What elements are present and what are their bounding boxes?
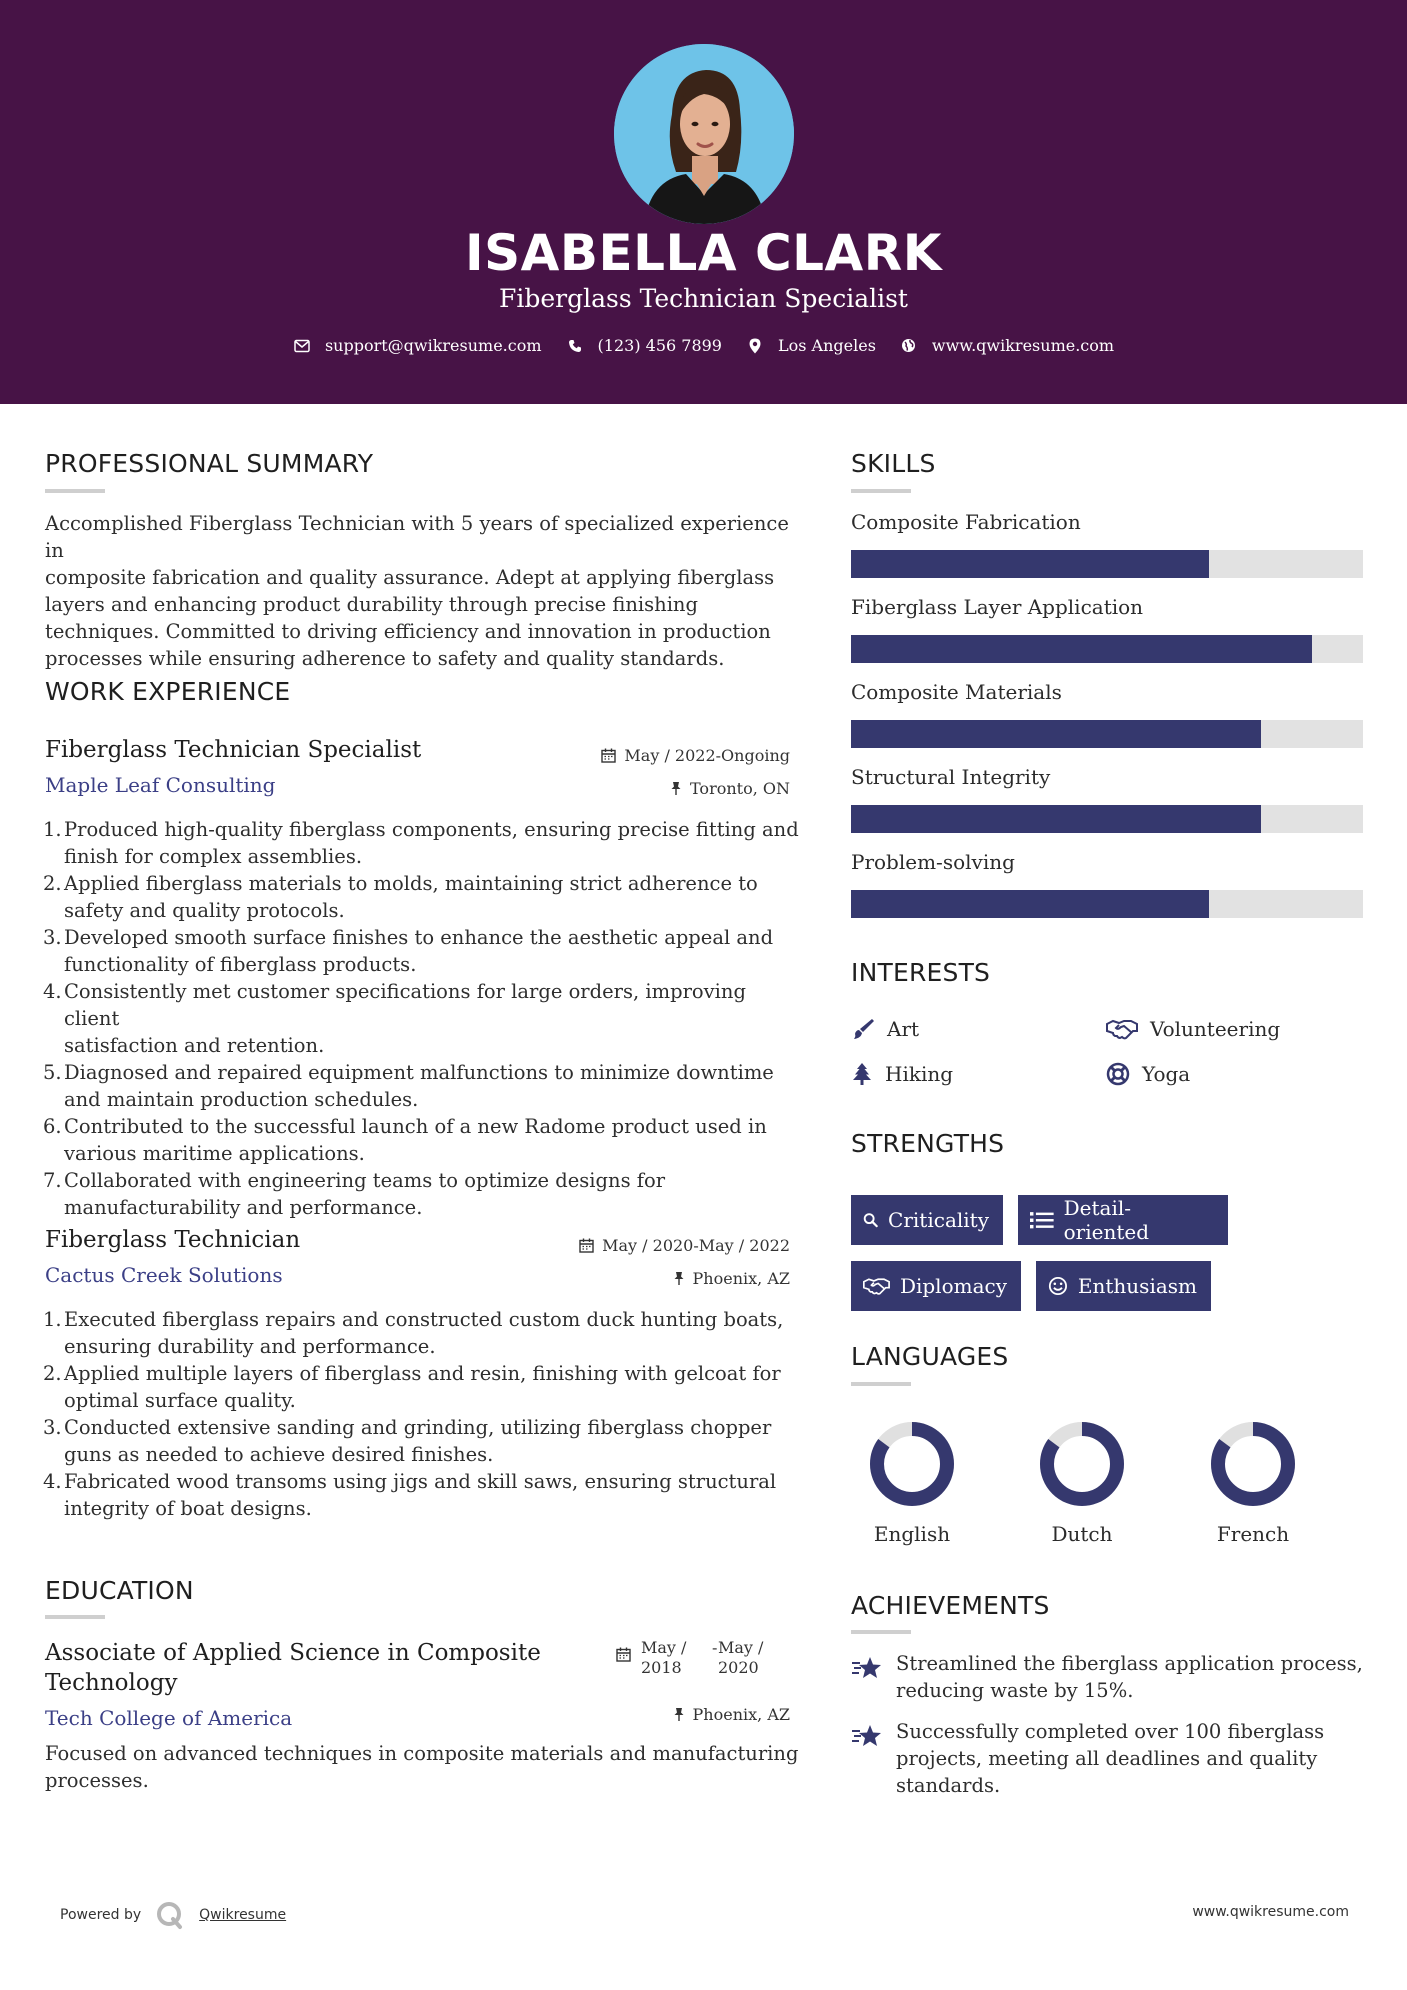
- experience-heading: WORK EXPERIENCE: [45, 677, 291, 706]
- school-name: Tech College of America: [45, 1706, 293, 1730]
- company-name: Maple Leaf Consulting: [45, 773, 276, 797]
- list-item: 2. Applied multiple layers of fiberglass and resin, finishing with gelcoat for optimal surface quality.: [43, 1362, 781, 1412]
- handshake-icon: [863, 1275, 890, 1297]
- interest-label: Art: [887, 1017, 920, 1041]
- interest-label: Hiking: [885, 1062, 954, 1086]
- list-item: 7. Collaborated with engineering teams to optimize designs for manufacturability and performance.: [43, 1169, 666, 1219]
- list-item: 5. Diagnosed and repaired equipment malfunctions to minimize downtime and maintain production schedules.: [43, 1061, 774, 1111]
- profile-photo: [614, 44, 794, 224]
- language-label: Dutch: [1051, 1522, 1113, 1546]
- skill-label: Structural Integrity: [851, 765, 1051, 789]
- achievements-underline: [851, 1630, 911, 1634]
- list-item: 1. Executed fiberglass repairs and constructed custom duck hunting boats, ensuring durability and performance.: [43, 1308, 784, 1358]
- strength-criticality: [851, 1195, 1003, 1245]
- language-ring: [1039, 1421, 1125, 1507]
- list-item: 4. Fabricated wood transoms using jigs and skill saws, ensuring structural integrity of boat designs.: [43, 1470, 777, 1520]
- job-location-text: Toronto, ON: [690, 779, 790, 798]
- language-ring: [1210, 1421, 1296, 1507]
- strength-enthusiasm: [1036, 1261, 1211, 1311]
- strength-label: Enthusiasm: [1077, 1274, 1197, 1298]
- skill-label: Composite Materials: [851, 680, 1062, 704]
- job-location: [560, 779, 790, 798]
- interest-label: Volunteering: [1150, 1017, 1281, 1041]
- interests-heading: INTERESTS: [851, 958, 991, 987]
- map-pin-icon: [746, 337, 764, 355]
- job-dates-text: May / 2020-May / 2022: [602, 1236, 790, 1255]
- company-name: Cactus Creek Solutions: [45, 1263, 283, 1287]
- location-text: Los Angeles: [777, 336, 876, 355]
- summary-line: processes while ensuring adherence to safety and quality standards.: [45, 647, 725, 670]
- summary-line: layers and enhancing product durability through precise finishing: [45, 593, 698, 616]
- skill-bar: [851, 550, 1363, 578]
- degree-title: Associate of Applied Science in Composite Technology: [45, 1640, 541, 1696]
- education-description: Focused on advanced techniques in composite materials and manufacturing processes.: [45, 1742, 799, 1792]
- language-label: French: [1216, 1522, 1290, 1546]
- powered-by-text: Powered by: [60, 1907, 142, 1923]
- smile-icon: [1048, 1275, 1068, 1297]
- paintbrush-icon: [851, 1017, 875, 1041]
- achievement-item: Streamlined the fiberglass application process, reducing waste by 15%.: [896, 1652, 1363, 1702]
- strength-label: Criticality: [888, 1208, 989, 1232]
- achievements-heading: ACHIEVEMENTS: [851, 1591, 1050, 1620]
- search-icon: [863, 1209, 878, 1231]
- calendar-icon: [601, 748, 616, 763]
- candidate-title: Fiberglass Technician Specialist: [499, 284, 908, 313]
- list-item: 6. Contributed to the successful launch of a new Radome product used in various maritime applications.: [43, 1115, 767, 1165]
- envelope-icon: [293, 337, 311, 355]
- job-title: Fiberglass Technician Specialist: [45, 737, 422, 763]
- education-dates: May / 2018 - May / 2020: [616, 1638, 796, 1678]
- list-item: 3. Developed smooth surface finishes to enhance the aesthetic appeal and functionality of fiberglass products.: [43, 926, 774, 976]
- website-text: www.qwikresume.com: [931, 336, 1115, 355]
- globe-icon: [900, 337, 918, 355]
- email-text: support@qwikresume.com: [324, 336, 542, 355]
- strength-label: Diplomacy: [899, 1274, 1007, 1298]
- list-item: 3. Conducted extensive sanding and grinding, utilizing fiberglass chopper guns as needed to achieve desired finishes.: [43, 1416, 772, 1466]
- calendar-icon: [616, 1647, 631, 1662]
- pushpin-icon: [673, 1271, 685, 1286]
- skill-bar: [851, 890, 1363, 918]
- phone-icon: [566, 337, 584, 355]
- list-item: 4. Consistently met customer specifications for large orders, improving client satisfaction and retention.: [43, 980, 746, 1057]
- strengths-heading: STRENGTHS: [851, 1129, 1005, 1158]
- summary-line: Accomplished Fiberglass Technician with 5 years of specialized experience in: [45, 512, 789, 562]
- strength-diplomacy: [851, 1261, 1021, 1311]
- strength-label: Detail-oriented: [1063, 1196, 1150, 1244]
- summary-heading: PROFESSIONAL SUMMARY: [45, 449, 374, 478]
- candidate-name: ISABELLA CLARK: [465, 224, 942, 282]
- contact-phone[interactable]: [566, 336, 722, 355]
- list-icon: [1030, 1210, 1054, 1230]
- contact-email[interactable]: [293, 336, 542, 355]
- skill-bar-fill: [851, 720, 1261, 748]
- skill-bar-fill: [851, 890, 1209, 918]
- footer-website[interactable]: www.qwikresume.com: [1192, 1904, 1349, 1920]
- job-dates-text: May / 2022-Ongoing: [624, 746, 790, 765]
- interest-volunteering: [1106, 1017, 1280, 1041]
- summary-underline: [45, 489, 105, 493]
- job-duties: [45, 816, 805, 1221]
- powered-by: [60, 1900, 286, 1930]
- tree-icon: [851, 1062, 873, 1086]
- star-award-icon: [851, 1655, 883, 1681]
- calendar-icon: [579, 1238, 594, 1253]
- contact-location: [746, 336, 876, 355]
- summary-line: techniques. Committed to driving efficiency and innovation in production: [45, 620, 771, 643]
- skill-bar-fill: [851, 805, 1261, 833]
- lifering-icon: [1106, 1062, 1130, 1086]
- skills-heading: SKILLS: [851, 449, 936, 478]
- list-item: 2. Applied fiberglass materials to molds, maintaining strict adherence to safety and quality protocols.: [43, 872, 758, 922]
- pushpin-icon: [670, 781, 682, 796]
- skill-label: Fiberglass Layer Application: [851, 595, 1144, 619]
- resume-header: [0, 0, 1407, 404]
- skills-underline: [851, 489, 911, 493]
- languages-heading: LANGUAGES: [851, 1342, 1009, 1371]
- qwikresume-link[interactable]: Qwikresume: [199, 1907, 287, 1923]
- language-ring: [869, 1421, 955, 1507]
- contact-bar: [0, 336, 1407, 355]
- job-location-text: Phoenix, AZ: [692, 1269, 790, 1288]
- job-title: Fiberglass Technician: [45, 1227, 301, 1253]
- qwikresume-logo-icon: [155, 1900, 185, 1930]
- summary-line: composite fabrication and quality assurance. Adept at applying fiberglass: [45, 566, 775, 589]
- contact-website[interactable]: [900, 336, 1114, 355]
- languages-underline: [851, 1382, 911, 1386]
- interest-art: [851, 1017, 919, 1041]
- list-item: 1. Produced high-quality fiberglass components, ensuring precise fitting and finish for complex assemblies.: [43, 818, 799, 868]
- handshake-icon: [1106, 1018, 1138, 1040]
- skill-bar: [851, 805, 1363, 833]
- phone-text: (123) 456 7899: [597, 336, 722, 355]
- skill-bar-fill: [851, 635, 1312, 663]
- education-underline: [45, 1615, 105, 1619]
- skill-label: Problem-solving: [851, 850, 1015, 874]
- job-dates: [560, 746, 790, 765]
- interest-label: Yoga: [1142, 1062, 1191, 1086]
- skill-bar: [851, 720, 1363, 748]
- education-location: [560, 1705, 790, 1724]
- job-location: [560, 1269, 790, 1288]
- skill-label: Composite Fabrication: [851, 510, 1081, 534]
- skill-bar-fill: [851, 550, 1209, 578]
- avatar: [614, 44, 794, 224]
- job-duties: [45, 1306, 805, 1522]
- summary-text: [45, 510, 805, 672]
- pushpin-icon: [673, 1707, 685, 1722]
- language-label: English: [873, 1522, 951, 1546]
- strength-detail-oriented: [1018, 1195, 1228, 1245]
- achievement-item: Successfully completed over 100 fiberglass projects, meeting all deadlines and quality standards.: [896, 1720, 1325, 1797]
- education-location-text: Phoenix, AZ: [692, 1705, 790, 1724]
- job-dates: [540, 1236, 790, 1255]
- interest-hiking: [851, 1062, 953, 1086]
- education-heading: EDUCATION: [45, 1576, 194, 1605]
- star-award-icon: [851, 1723, 883, 1749]
- interest-yoga: [1106, 1062, 1190, 1086]
- skill-bar: [851, 635, 1363, 663]
